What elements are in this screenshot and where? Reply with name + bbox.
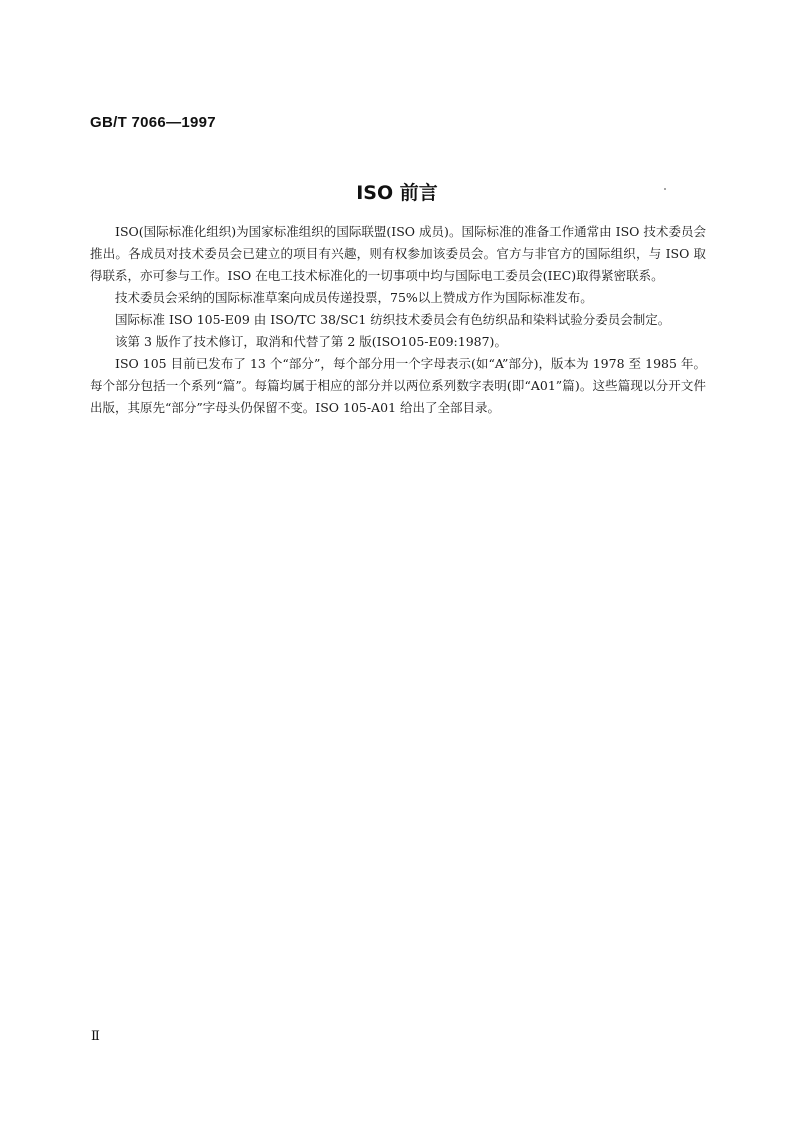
page-number: Ⅱ <box>91 1029 100 1044</box>
paragraph-edition: 该第 3 版作了技术修订，取消和代替了第 2 版(ISO105-E09:1987)。 <box>115 334 507 349</box>
body-text <box>90 221 706 419</box>
scan-speck <box>664 188 666 190</box>
paragraph-iso-intro: ISO(国际标准化组织)为国家标准组织的国际联盟(ISO 成员)。国际标准的准备工作通常由 ISO 技术委员会推出。各成员对技术委员会已建立的项目有兴趣，则有权参加该委员会。官方与非官方的国际组织，与 ISO 取得联系，亦可参与工作。ISO 在电工技术标准化的一切事项中均与国际电工委员会(IEC)取得紧密联系。 <box>90 224 706 283</box>
paragraph-committee: 国际标准 ISO 105-E09 由 ISO/TC 38/SC1 纺织技术委员会有色纺织品和染料试验分委员会制定。 <box>115 312 671 327</box>
page-title: ISO 前言 <box>356 182 438 204</box>
paragraph-voting: 技术委员会采纳的国际标准草案向成员传递投票，75%以上赞成方作为国际标准发布。 <box>115 290 593 305</box>
standard-number: GB/T 7066—1997 <box>90 114 216 131</box>
paragraph-parts: ISO 105 目前已发布了 13 个“部分”，每个部分用一个字母表示(如“A”部分)，版本为 1978 至 1985 年。每个部分包括一个系列“篇”。每篇均属于相应的部分并以两位系列数字表明(即“A01”篇)。这些篇现以分开文件出版，其原先“部分”字母头仍保留不变。ISO 105-A01 给出了全部目录。 <box>90 356 706 415</box>
